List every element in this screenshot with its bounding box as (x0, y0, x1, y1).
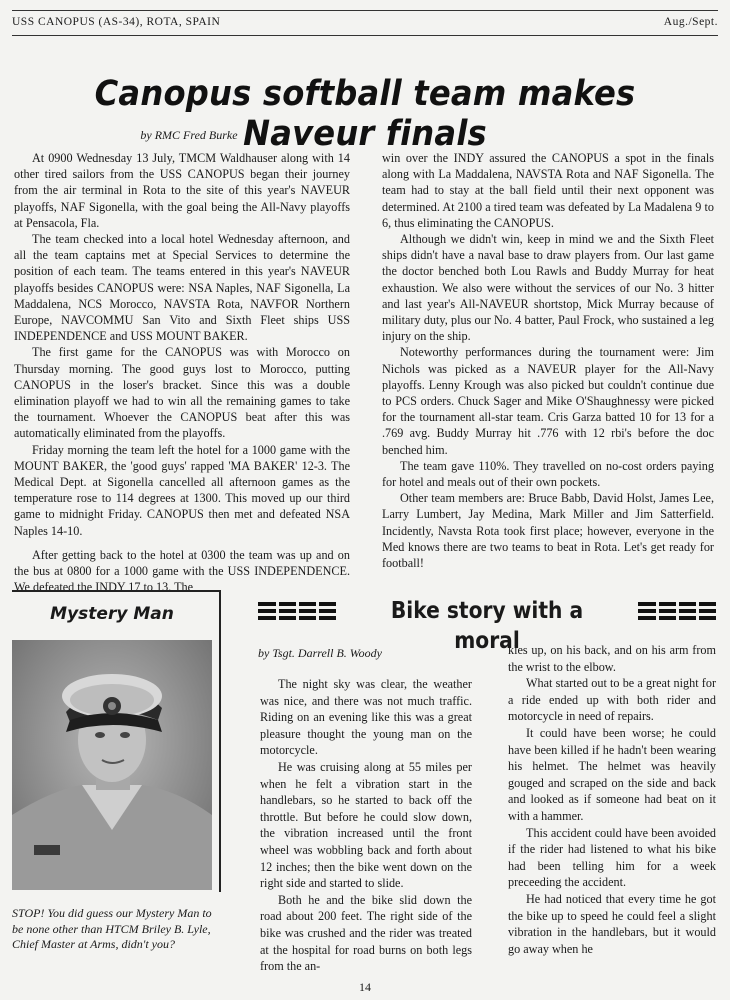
masthead-date: Aug./Sept. (663, 16, 718, 28)
paragraph: Although we didn't win, keep in mind we and the Sixth Fleet ships didn't have a naval base to draw players from. Our last game the doctor benched both Lou Rawls and Buddy Murray for heat exhaustion. We also were without the services of our No. 3 hitter and last year's All-NAVEUR shortstop, Mick Murray because of military duty, plus our No. 4 batter, Paul Frock, who sustained a leg injury on the ship. (382, 232, 714, 344)
paragraph: He was cruising along at 55 miles per when he felt a vibration start in the handlebars, so he started to back off the throttle. But before he could slow down, the vibration increased until the front wheel was wobbling back and forth about 12 inches; then the bike went down on the right side and started to slide. (260, 759, 472, 891)
paragraph: This accident could have been avoided if the rider had listened to what his bike had been telling him for a week preceeding the accident. (508, 825, 716, 890)
paragraph: kles up, on his back, and on his arm from the wrist to the elbow. (508, 643, 716, 674)
mystery-man-title: Mystery Man (50, 604, 174, 624)
page-number: 14 (359, 980, 371, 994)
bike-story-title: Bike story with a moral (390, 598, 584, 654)
paragraph: The first game for the CANOPUS was with Morocco on Thursday morning. The good guys lost to Morocco, putting CANOPUS in the loser's bracket. Since this was a double elimination playoff we had to win all the remaining games to take the tournament. Whoever the CANOPUS beat after this was automatically eliminated from the playoffs. (14, 345, 350, 441)
paragraph: Other team members are: Bruce Babb, David Holst, James Lee, Larry Lumbert, Jay Medina, Mark Miller and Jim Satterfield. Incidently, Navsta Rota took first place; however, everyone in the Med knows there are two teams to beat in Rota. Let's get ready for football! (382, 491, 714, 571)
mystery-man-caption: STOP! You did guess our Mystery Man to be none other than HTCM Briley B. Lyle, Chief Master at Arms, didn't you? (12, 906, 212, 951)
bike-column-1 (260, 676, 472, 975)
softball-byline: by RMC Fred Burke (140, 128, 238, 142)
softball-column-1 (14, 150, 350, 595)
softball-column-2 (382, 150, 714, 571)
paragraph: After getting back to the hotel at 0300 the team was up and on the bus at 0800 for a 1000 game with the USS INDEPENDENCE. We defeated the INDY 17 to 13. The (14, 547, 350, 595)
decorative-bars-right (638, 602, 716, 620)
masthead-publication: USS CANOPUS (AS-34), ROTA, SPAIN (12, 16, 221, 28)
decorative-bars-left (258, 602, 336, 620)
paragraph: He had noticed that every time he got the bike up to speed he could feel a slight vibration in the handlebars, but it would go away when he (508, 891, 716, 956)
mystery-man-photo (12, 640, 212, 890)
bike-column-2 (508, 642, 716, 957)
paragraph: At 0900 Wednesday 13 July, TMCM Waldhauser along with 14 other tired sailors from the USS CANOPUS began their journey from the air terminal in Rota to the site of this year's NAVEUR playoffs, NAF Sigonella, with the goal being the All-Navy playoffs at Pensacola, Fla. (14, 151, 350, 230)
paragraph: The team checked into a local hotel Wednesday afternoon, and all the team captains met at Special Services to determine the position of each team. The teams entered in this year's NAVEUR playoffs besides CANOPUS were: NSA Naples, NAF Sigonella, La Maddalena, NCS Morocco, NAVSTA Rota, NAVFOR Northern Europe, NAVCOMMU San Vito and Sixth Fleet ships USS INDEPENDENCE and USS MOUNT BAKER. (14, 232, 350, 344)
paragraph: win over the INDY assured the CANOPUS a spot in the finals along with La Maddalena, NAVSTA Rota and NAF Sigonella. The team had to stay at the ball field until their next opponent was determined. At 2100 a tired team was defeated by La Madalena 9 to 6, thus eliminating the CANOPUS. (382, 151, 714, 230)
paragraph: Friday morning the team left the hotel for a 1000 game with the MOUNT BAKER, the 'good guys' rapped 'MA BAKER' 12-3. The Medical Dept. at Sigonella cancelled all afternoon games as the temperature rose to 114 degrees at 1300. This moved up our third game to midnight Friday. CANOPUS then met and defeated NSA Naples 14-10. (14, 442, 350, 538)
portrait-illustration (12, 640, 212, 890)
paragraph: Both he and the bike slid down the road about 200 feet. The right side of the bike was crushed and the rider was treated at the hospital for road burns on both legs from the an- (260, 892, 472, 974)
headline: Canopus softball team makes Naveur finals (94, 74, 636, 154)
bike-byline: by Tsgt. Darrell B. Woody (258, 646, 383, 660)
masthead (12, 10, 718, 36)
paragraph: Noteworthy performances during the tournament were: Jim Nichols was picked as a NAVEUR player for the All-Navy playoffs. Lenny Krough was also picked but couldn't continue due to PCS orders. Chuck Sager and Mike O'Shaughnessy were picked for the tournament all-star team. Cris Garza batted 10 for 13 for a .769 avg. Buddy Murray hit .776 with 12 rbi's before the doc benched him. (382, 345, 714, 457)
paragraph: The night sky was clear, the weather was nice, and there was not much traffic. Riding on an evening like this was a great pleasure thought the young man on the motorcycle. (260, 677, 472, 758)
paragraph: The team gave 110%. They travelled on no-cost orders paying for hotel and meals out of their own pockets. (382, 458, 714, 490)
paragraph: What started out to be a great night for a ride ended up with both rider and motorcycle in need of repairs. (508, 676, 716, 724)
paragraph: It could have been worse; he could have been killed if he hadn't been wearing his helmet. The helmet was heavily gouged and scraped on the side and back and looked as if someone had beat on it with a hammer. (508, 725, 716, 823)
